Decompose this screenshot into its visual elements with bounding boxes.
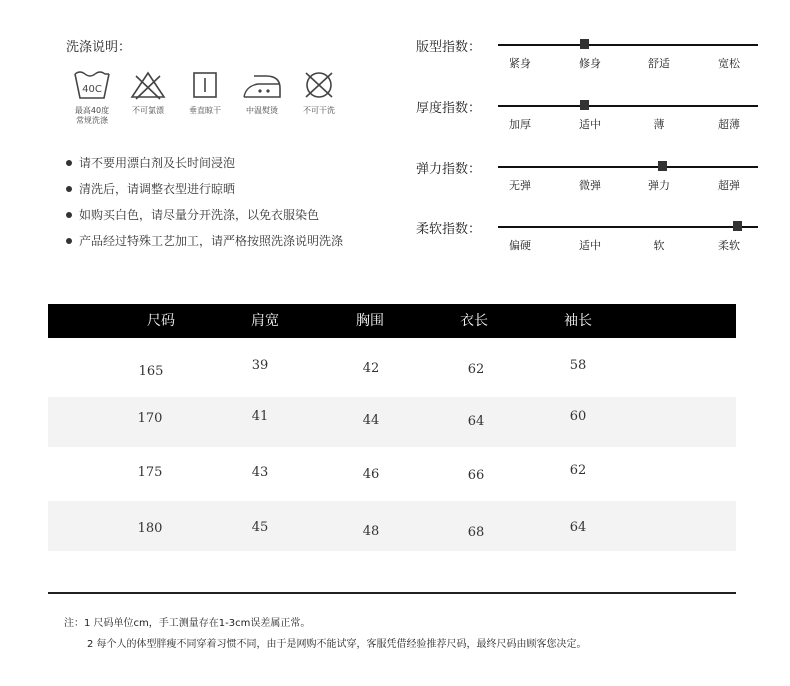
fit-index-marker — [580, 39, 589, 49]
table-cell: 60 — [569, 409, 587, 424]
care-tip: 请不要用漂白剂及长时间浸泡 — [66, 154, 396, 180]
fit-tick: 修身 — [579, 57, 601, 70]
size-table-header — [48, 304, 736, 338]
table-row — [48, 447, 736, 497]
wash-instructions-title: 洗涤说明： — [66, 40, 132, 55]
thickness-tick: 适中 — [579, 118, 601, 131]
care-tip: 如购买白色，请尽量分开洗涤，以免衣服染色 — [66, 206, 396, 232]
size-note-1: 注：1 尺码单位cm，手工测量存在1-3cm误差属正常。 — [64, 618, 311, 629]
softness-index-label: 柔软指数： — [416, 222, 482, 237]
table-cell: 68 — [467, 525, 485, 540]
wash-temp-text: 40C — [82, 84, 102, 95]
hang-dry-caption: 垂直晾干 — [189, 106, 221, 115]
no-bleach-icon — [128, 68, 168, 102]
table-cell: 165 — [138, 364, 164, 379]
thickness-index-marker — [580, 100, 589, 110]
thickness-index-track — [498, 105, 758, 107]
table-cell: 180 — [137, 521, 163, 536]
table-cell: 175 — [137, 465, 163, 480]
fit-index-track — [498, 44, 758, 46]
footer-divider — [48, 592, 736, 594]
table-cell: 48 — [362, 524, 380, 539]
table-row — [48, 338, 736, 388]
elasticity-tick: 超弹 — [718, 179, 740, 192]
table-cell: 46 — [362, 467, 380, 482]
elasticity-tick: 弹力 — [648, 179, 670, 192]
header-length: 衣长 — [460, 313, 488, 329]
wash-40c-icon — [72, 68, 112, 102]
no-dry-clean-caption: 不可干洗 — [303, 106, 335, 115]
softness-tick: 软 — [653, 239, 665, 252]
table-cell: 44 — [362, 413, 380, 428]
elasticity-tick: 微弹 — [579, 179, 601, 192]
header-chest: 胸围 — [356, 313, 384, 329]
table-row — [48, 501, 736, 551]
table-cell: 41 — [251, 409, 269, 424]
header-sleeve: 袖长 — [564, 313, 592, 329]
hang-dry-icon — [185, 68, 225, 102]
softness-tick: 柔软 — [718, 239, 740, 252]
thickness-index-label: 厚度指数： — [416, 101, 482, 116]
table-cell: 64 — [467, 414, 485, 429]
elasticity-index-track — [498, 166, 758, 168]
softness-tick: 适中 — [579, 239, 601, 252]
elasticity-index-marker — [658, 161, 667, 171]
no-dry-clean-icon — [299, 68, 339, 102]
thickness-tick: 超薄 — [718, 118, 740, 131]
iron-medium-caption: 中温熨烫 — [246, 106, 278, 115]
care-tip: 清洗后，请调整衣型进行晾晒 — [66, 180, 396, 206]
table-cell: 39 — [251, 358, 269, 373]
care-tips-list — [66, 154, 396, 258]
thickness-tick: 加厚 — [509, 118, 531, 131]
elasticity-index-scale — [416, 160, 758, 200]
table-row — [48, 397, 736, 447]
header-size: 尺码 — [147, 313, 175, 329]
care-tip: 产品经过特殊工艺加工，请严格按照洗涤说明洗涤 — [66, 232, 396, 258]
iron-medium-item — [232, 68, 292, 116]
table-cell: 62 — [467, 362, 485, 377]
fit-index-label: 版型指数： — [416, 40, 482, 55]
wash-40c-item — [62, 68, 122, 126]
elasticity-tick: 无弹 — [509, 179, 531, 192]
no-dry-clean-item — [289, 68, 349, 116]
no-bleach-caption: 不可氯漂 — [132, 106, 164, 115]
hang-dry-item — [175, 68, 235, 116]
table-cell: 58 — [569, 358, 587, 373]
iron-medium-icon — [240, 68, 284, 102]
size-note-2: 2 每个人的体型胖瘦不同穿着习惯不同，由于是网购不能试穿，客服凭借经验推荐尺码，最终尺码由顾客您决定。 — [87, 639, 587, 650]
fit-tick: 紧身 — [509, 57, 531, 70]
softness-index-marker — [733, 221, 742, 231]
softness-index-scale — [416, 220, 758, 260]
table-cell: 170 — [137, 411, 163, 426]
size-table — [48, 304, 736, 551]
table-cell: 66 — [467, 468, 485, 483]
fit-tick: 舒适 — [648, 57, 670, 70]
softness-tick: 偏硬 — [509, 239, 531, 252]
table-cell: 62 — [569, 463, 587, 478]
table-cell: 42 — [362, 361, 380, 376]
table-cell: 64 — [569, 520, 587, 535]
fit-index-scale — [416, 38, 758, 78]
table-cell: 43 — [251, 465, 269, 480]
thickness-index-scale — [416, 99, 758, 139]
wash-40c-caption: 最高40度 常规洗涤 — [74, 106, 110, 125]
softness-index-track — [498, 226, 758, 228]
thickness-tick: 薄 — [653, 118, 665, 131]
fit-tick: 宽松 — [718, 57, 740, 70]
table-cell: 45 — [251, 520, 269, 535]
header-shoulder: 肩宽 — [251, 313, 279, 329]
elasticity-index-label: 弹力指数： — [416, 162, 482, 177]
no-bleach-item — [118, 68, 178, 116]
wash-icons — [62, 68, 352, 138]
